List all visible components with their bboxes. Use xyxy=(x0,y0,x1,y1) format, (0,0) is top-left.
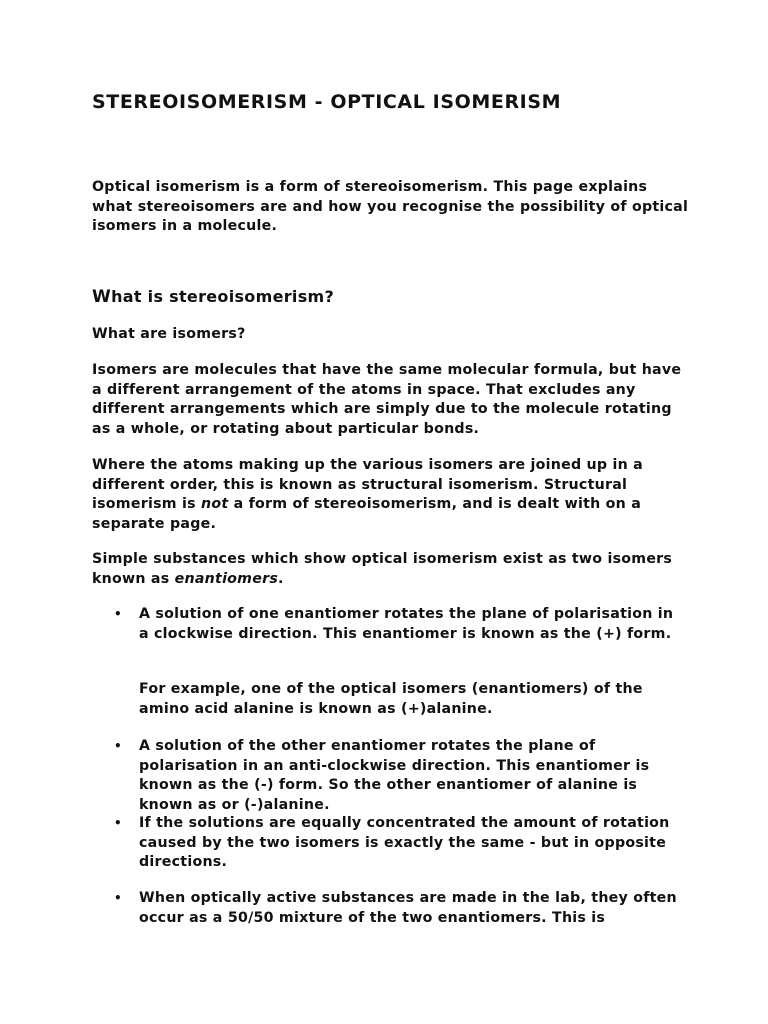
list-item-text: A solution of the other enantiomer rotates the plane of polarisation in an anti-clockwise direction. This enantiomer is known as the (-) form. So the other enantiomer of alanine is known as or (-)alanine. xyxy=(139,738,650,813)
bullet-icon: • xyxy=(114,739,122,753)
bullet-icon: • xyxy=(114,891,122,905)
section-heading-text: hat is stereoisomerism? xyxy=(111,287,335,306)
bullet-icon: • xyxy=(114,816,122,830)
structural-emphasis: not xyxy=(200,496,229,512)
structural-text-b: a form of stereoisomerism, and is dealt with on a separate page. xyxy=(92,496,642,532)
enantiomers-emphasis: enantiomers xyxy=(174,570,279,587)
section-heading-initial: W xyxy=(92,287,112,307)
enantiomers-text-b: . xyxy=(278,570,284,587)
structural-text-a: Where the atoms making up the various isomers are joined up in a different order, this is known as structural isomerism. Structural isomerism is xyxy=(92,457,643,512)
isomers-paragraph: Isomers are molecules that have the same molecular formula, but have a different arrangement of the atoms in space. That excludes any different arrangements which are simply due to the molecule rotating as a whole, or rotating about particular bonds. xyxy=(92,362,682,437)
list-item-example: For example, one of the optical isomers (enantiomers) of the amino acid alanine is known as (+)alanine. xyxy=(139,681,643,717)
enantiomers-paragraph xyxy=(92,550,692,589)
page-title: STEREOISOMERISM - OPTICAL ISOMERISM xyxy=(92,91,562,113)
subheading-isomers: What are isomers? xyxy=(92,326,246,342)
structural-isomerism-paragraph xyxy=(92,456,692,534)
list-item-text: If the solutions are equally concentrated the amount of rotation caused by the two isomers is exactly the same - but in opposite directions. xyxy=(139,815,670,870)
bullet-icon: • xyxy=(114,607,122,621)
intro-paragraph: Optical isomerism is a form of stereoisomerism. This page explains what stereoisomers are and how you recognise the possibility of optical isomers in a molecule. xyxy=(92,179,689,234)
enantiomers-text-a: Simple substances which show optical isomerism exist as two isomers known as xyxy=(92,551,673,587)
list-item-text: When optically active substances are made in the lab, they often occur as a 50/50 mixture of the two enantiomers. This is xyxy=(139,890,677,926)
section-heading xyxy=(92,286,334,308)
list-item-text: A solution of one enantiomer rotates the plane of polarisation in a clockwise direction. This enantiomer is known as the (+) form. xyxy=(139,606,674,642)
